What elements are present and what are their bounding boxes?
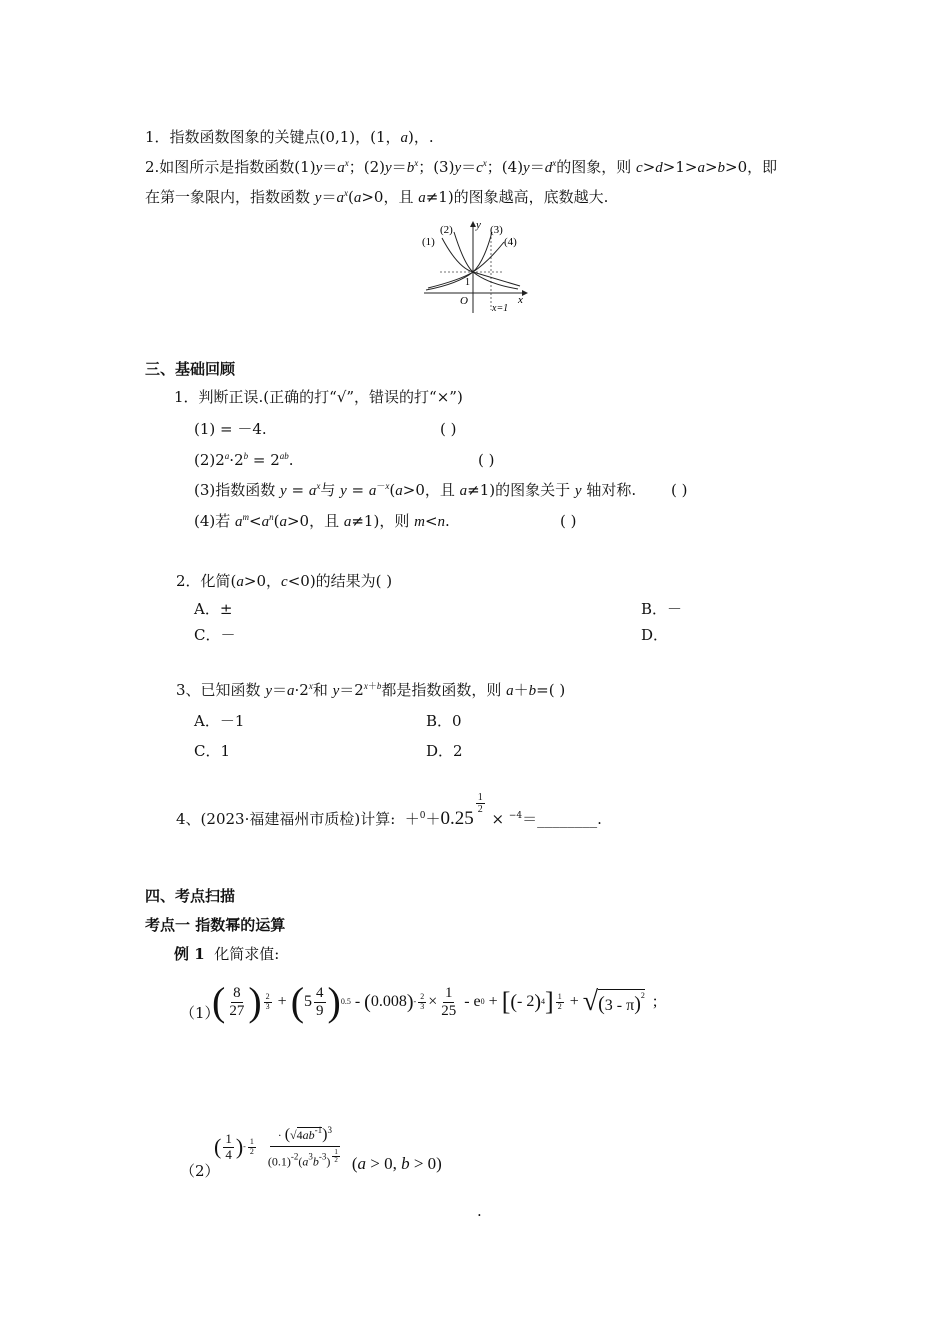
- q1-item-3: [194, 481, 636, 500]
- q3-option-c: C．1: [194, 742, 231, 760]
- section-3-title: 三、基础回顾: [145, 360, 236, 378]
- label-2: (2): [440, 224, 453, 236]
- x-axis-arrow: [522, 290, 528, 296]
- q1-item-2: [194, 451, 294, 469]
- q4-stem-text: 4、(2023·福建福州市质检)计算: ＋$^0$＋: [176, 809, 441, 828]
- q1-item-2-text: $(2)2^a\cdot 2^b = 2^{ab}$.: [194, 451, 294, 469]
- q1-item-1-text: (1) = －4.: [194, 420, 267, 438]
- label-1: (1): [422, 236, 435, 248]
- q3-option-d: D．2: [426, 742, 463, 760]
- q1-item-4: [194, 512, 450, 531]
- q4-expression: 0.25 $^{\frac{1}{2}}$: [440, 792, 483, 829]
- example-1: [174, 945, 279, 963]
- example-1-label: 例 1: [174, 945, 205, 963]
- section-4-title: 四、考点扫描: [145, 887, 236, 905]
- one-label: 1: [465, 277, 470, 288]
- x-equals-1-label: x=1: [492, 303, 509, 314]
- q3-option-b: B．0: [426, 712, 462, 730]
- q1-item-2-paren: ( ): [478, 451, 495, 469]
- q1-item-4-paren: ( ): [560, 512, 577, 530]
- curve-3: [426, 232, 492, 290]
- label-3: (3): [490, 224, 503, 236]
- q2-option-d: D．: [641, 626, 669, 644]
- q3-option-a: A．－1: [194, 712, 245, 730]
- q1-item-4-text: (4)若 $a^m<a^n(a>0$，且 a≠1)，则 m<n.: [194, 512, 450, 530]
- q1-item-3-paren: ( ): [671, 481, 688, 499]
- exponential-graph-figure: [418, 218, 530, 318]
- q2-stem-text: 2．化简(a>0，c<0)的结果为( ): [176, 572, 393, 590]
- intro-line-1: [145, 128, 434, 147]
- q2-option-c: C．－: [194, 626, 236, 644]
- intro-line-2: [145, 158, 777, 177]
- q4-stem: [176, 792, 602, 831]
- example-1-text: 化简求值:: [214, 945, 280, 963]
- part-2-label: （2）: [180, 1162, 220, 1180]
- q2-option-a: A．±: [194, 600, 233, 618]
- intro-line-1-text: 1．指数函数图象的关键点(0,1)，(1，: [145, 128, 401, 146]
- q3-stem: [176, 681, 565, 700]
- q4-tail: × $^{-4}$＝________.: [486, 809, 602, 828]
- y-label: y: [476, 219, 481, 231]
- point-1-title: 考点一 指数幂的运算: [145, 916, 286, 934]
- intro-line-3-text: 在第一象限内，指数函数 $y=a^x(a>0$，且 a≠1)的图象越高，底数越大.: [145, 188, 609, 206]
- part-1-label: （1）: [180, 1004, 220, 1022]
- part-1-expression: ( $\frac{8}{27}$ ) $\frac{2}{3}$ + ( 5 $\frac{4}{9}$ ) 0.5 - ( 0.008 ) - $\frac{2}{3}$ × $\frac{1}{25}$ - e 0 + [ ( - 2 ) 4 ] $\frac{1}{2}$ + √ (3 - π)$^2$ ;: [212, 979, 658, 1024]
- intro-line-3: [145, 188, 608, 207]
- q3-stem-text: 3、已知函数 $y=a\cdot 2^x$和 $y=2^{x+b}$都是指数函数，则 a＋b=( ): [176, 681, 566, 699]
- part-2-expression: ( $\frac{1}{4}$ ) - $\frac{1}{2}$ · $(√4ab^{-1})^3$ $(0.1)^{-2}(a^3b^{-3})$ $^{\frac{1}{2}}$ (a > 0, b > 0): [214, 1125, 442, 1173]
- origin-label: O: [460, 295, 468, 307]
- intro-line-2-text: 2.如图所示是指数函数$(1)y=a^x$；$(2)y=b^x$；$(3)y=c^x$；$(4)y=d^x$的图象，则 c>d>1>a>b>0，即: [145, 158, 778, 176]
- q1-item-1: [194, 420, 267, 438]
- q2-stem: [176, 572, 392, 591]
- q2-option-b: B．－: [641, 600, 683, 618]
- end-mark: .: [477, 1202, 482, 1220]
- q1-item-3-text: (3)指数函数 $y = a^x$与 $y = a^{-x}(a>0$，且 a≠1)的图象关于 y 轴对称.: [194, 481, 637, 499]
- label-4: (4): [504, 236, 517, 248]
- q1-item-1-paren: ( ): [440, 420, 457, 438]
- x-label: x: [518, 294, 523, 306]
- intro-line-1-var: a: [400, 130, 408, 146]
- intro-line-1-tail: )，.: [408, 128, 434, 146]
- q1-stem: 1．判断正误.(正确的打“√”，错误的打“×”): [174, 388, 463, 406]
